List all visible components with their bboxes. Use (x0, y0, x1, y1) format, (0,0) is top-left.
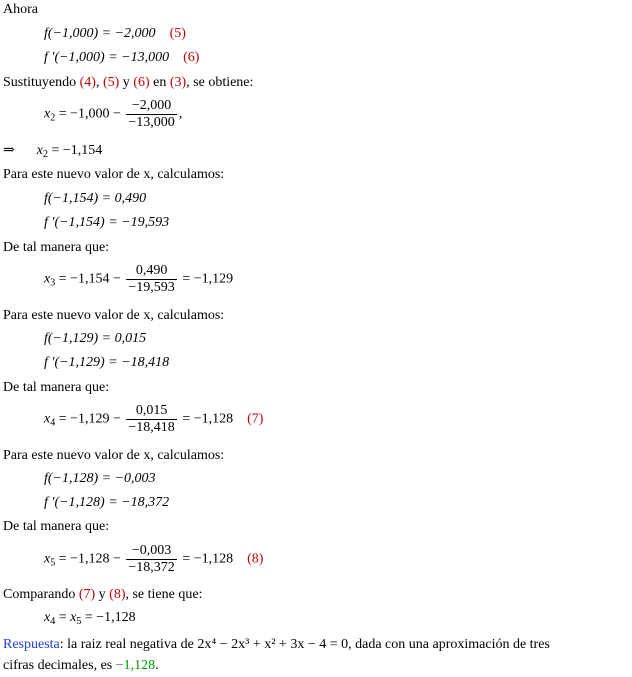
ref-8: (8) (247, 551, 264, 567)
de-tal-1: De tal manera que: (3, 240, 110, 255)
eval-f-2: f(−1,154) = 0,490 (44, 191, 147, 206)
ref-6: (6) (183, 50, 200, 65)
para-nuevo-3: Para este nuevo valor de x, calculamos: (3, 448, 225, 463)
polynomial: 2x⁴ − 2x³ + x² + 3x − 4 = 0 (197, 637, 349, 652)
eval-fp-1 (44, 50, 199, 66)
x5-fraction: $\frac{-0,003}{-18,372}$ (128, 543, 175, 575)
x2-fraction: $\frac{-2,000}{-13,000}$ (128, 98, 175, 130)
ref-5: (5) (169, 26, 186, 41)
eval-fp-3: f ′(−1,129) = −18,418 (44, 355, 170, 370)
de-tal-2: De tal manera que: (3, 380, 110, 395)
x4-formula: $x_4 = -1,129$ − $\frac{0,015}{-18,418}$ = −1,128 (7) (44, 403, 264, 435)
answer-label: Respuesta (3, 637, 60, 652)
eval-fp-2: f ′(−1,154) = −19,593 (44, 215, 170, 230)
eval-f-1-expr: f(−1,000) = −2,000 (44, 26, 156, 41)
ref-7: (7) (247, 411, 264, 427)
eval-fp-1-expr: f ′(−1,000) = −13,000 (44, 50, 170, 65)
de-tal-3: De tal manera que: (3, 519, 110, 534)
implies-arrow: ⇒ (3, 143, 15, 158)
x5-formula: $x_5 = -1,128$ − $\frac{-0,003}{-18,372}$ = −1,128 (8) (44, 543, 264, 575)
answer-line-2: cifras decimales, es −1,128. (3, 658, 159, 673)
eval-f-3: f(−1,129) = 0,015 (44, 331, 147, 346)
eval-f-4: f(−1,128) = −0,003 (44, 471, 156, 486)
intro-text: Ahora (3, 2, 38, 17)
compare-text: Comparando (7) y (8), se tiene que: (3, 587, 203, 602)
eval-f-1 (44, 26, 186, 42)
para-nuevo-1: Para este nuevo valor de x, calculamos: (3, 167, 225, 182)
substitute-text: Sustituyendo (4), (5) y (6) en (3), se obtiene: (3, 75, 254, 90)
eval-fp-4: f ′(−1,128) = −18,372 (44, 495, 170, 510)
x3-formula: $x_3 = -1,154$ − $\frac{0,490}{-19,593}$ = −1,129 (44, 263, 234, 295)
para-nuevo-2: Para este nuevo valor de x, calculamos: (3, 308, 225, 323)
x3-fraction: $\frac{0,490}{-19,593}$ (128, 263, 175, 295)
answer-line-1: Respuesta: la raiz real negativa de 2x⁴ − 2x³ + x² + 3x − 4 = 0, dada con una aproximación de tres (3, 637, 550, 652)
x2-result: ⇒ $x_2 = -1,154$ (3, 143, 103, 160)
x4-fraction: $\frac{0,015}{-18,418}$ (128, 403, 175, 435)
answer-value: −1,128 (115, 658, 156, 673)
x2-formula: $x_2 = -1,000$ − $\frac{-2,000}{-13,000}$ , (44, 98, 183, 130)
final-equation: $x_4 = x_5 = -1,128$ (44, 610, 136, 627)
